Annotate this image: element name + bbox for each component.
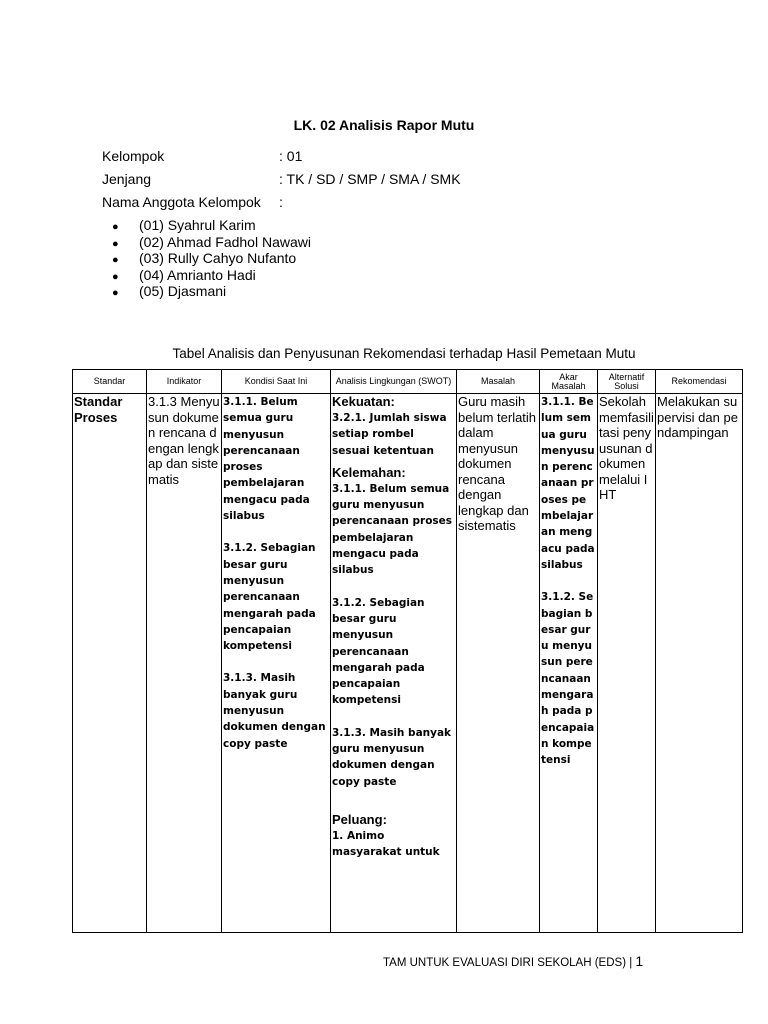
- akar-item: 3.1.2. Sebagian besar guru menyusun perencanaan mengarah pada pencapaian kompetensi: [541, 591, 595, 767]
- anggota-label: Nama Anggota Kelompok: [102, 194, 261, 210]
- member-name: (03) Rully Cahyo Nufanto: [139, 250, 297, 266]
- bullet-icon: ●: [112, 237, 119, 250]
- cell-indikator: 3.1.3 Menyusun dokumen rencana dengan lengkap dan sistematis: [147, 394, 222, 933]
- bullet-icon: ●: [112, 270, 119, 283]
- page-title: LK. 02 Analisis Rapor Mutu: [293, 117, 475, 133]
- anggota-value: :: [279, 194, 283, 210]
- kelompok-value: : 01: [279, 148, 303, 164]
- header-swot: Analisis Lingkungan (SWOT): [331, 370, 457, 394]
- cell-standar: Standar Proses: [73, 394, 147, 933]
- analysis-table: [72, 369, 743, 933]
- member-name: (05) Djasmani: [139, 283, 227, 299]
- kelemahan-item: 3.1.1. Belum semua guru menyusun perencanaan proses pembelajaran mengacu pada silabus: [332, 482, 453, 577]
- table-caption: Tabel Analisis dan Penyusunan Rekomendasi terhadap Hasil Pemetaan Mutu: [172, 346, 636, 361]
- page-footer: [383, 953, 643, 969]
- member-name: (01) Syahrul Karim: [139, 217, 256, 233]
- cell-alternatif-solusi: Sekolah memfasilitasi penyusunan dokumen melalui IHT: [598, 394, 656, 933]
- bullet-icon: ●: [112, 221, 119, 233]
- peluang-heading: Peluang:: [332, 811, 387, 827]
- member-list: [112, 217, 311, 300]
- member-name: (04) Amrianto Hadi: [139, 266, 256, 283]
- kelompok-label: Kelompok: [102, 148, 165, 164]
- list-item: [112, 283, 311, 300]
- cell-masalah: Guru masih belum terlatih dalam menyusun dokumen rencana dengan lengkap dan sistematis: [457, 394, 540, 933]
- list-item: [112, 250, 311, 267]
- list-item: [112, 267, 311, 284]
- header-rekomendasi: Rekomendasi: [656, 370, 743, 394]
- cell-kondisi: [222, 394, 331, 933]
- header-alternatif-solusi: Alternatif Solusi: [598, 370, 656, 394]
- kelemahan-item: 3.1.2. Sebagian besar guru menyusun perencanaan mengarah pada pencapaian kompetensi: [332, 596, 425, 707]
- member-name: (02) Ahmad Fadhol Nawawi: [139, 233, 311, 250]
- header-akar-masalah: Akar Masalah: [540, 370, 598, 394]
- bullet-icon: ●: [112, 254, 119, 266]
- header-kondisi: Kondisi Saat Ini: [222, 370, 331, 394]
- kelemahan-heading: Kelemahan:: [332, 464, 406, 480]
- anggota-row: [102, 194, 283, 210]
- table-row: [73, 394, 743, 933]
- cell-rekomendasi: Melakukan supervisi dan pendampingan: [656, 394, 743, 933]
- cell-swot: [331, 394, 457, 933]
- page-number: 1: [635, 953, 644, 969]
- kondisi-item: 3.1.1. Belum semua guru menyusun perencanaan proses pembelajaran mengacu pada silabus: [223, 396, 310, 523]
- kelompok-row: [102, 148, 303, 164]
- cell-akar-masalah: [540, 394, 598, 933]
- list-item: [112, 217, 311, 234]
- kelemahan-item: 3.1.3. Masih banyak guru menyusun dokumen dengan copy paste: [332, 726, 452, 788]
- kondisi-item: 3.1.3. Masih banyak guru menyusun dokumen dengan copy paste: [223, 672, 326, 750]
- jenjang-label: Jenjang: [102, 171, 152, 187]
- kondisi-item: 3.1.2. Sebagian besar guru menyusun perencanaan mengarah pada pencapaian kompetensi: [223, 542, 316, 653]
- bullet-icon: ●: [112, 287, 119, 299]
- peluang-text: 1. Animo masyarakat untuk: [332, 829, 440, 859]
- header-masalah: Masalah: [457, 370, 540, 394]
- header-indikator: Indikator: [147, 370, 222, 394]
- akar-item: 3.1.1. Belum semua guru menyusun perencanaan proses pembelajaran mengacu pada silabus: [541, 396, 595, 571]
- list-item: [112, 234, 311, 251]
- table-header-row: [73, 370, 743, 394]
- header-standar: Standar: [73, 370, 147, 394]
- kekuatan-text: 3.2.1. Jumlah siswa setiap rombel sesuai ketentuan: [332, 412, 447, 457]
- jenjang-value: : TK / SD / SMP / SMA / SMK: [279, 171, 461, 187]
- kekuatan-heading: Kekuatan:: [332, 394, 395, 409]
- footer-text: TAM UNTUK EVALUASI DIRI SEKOLAH (EDS) |: [383, 957, 636, 969]
- jenjang-row: [102, 171, 461, 187]
